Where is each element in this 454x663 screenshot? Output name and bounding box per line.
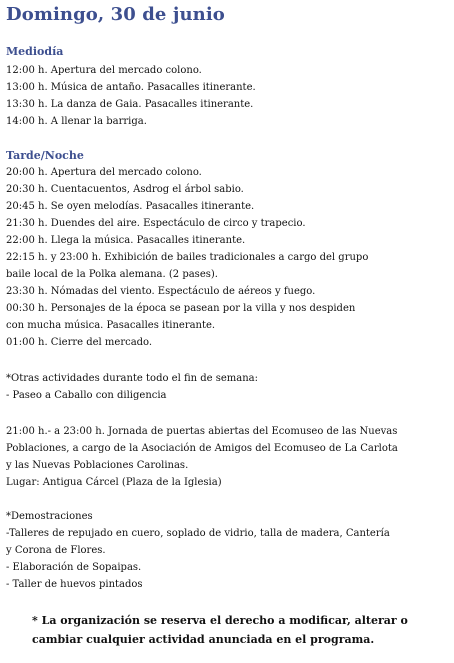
demonstrations-item: - Taller de huevos pintados — [6, 579, 143, 590]
schedule-line: 14:00 h. A llenar la barriga. — [6, 116, 147, 127]
schedule-line: baile local de la Polka alemana. (2 pases). — [6, 269, 218, 280]
schedule-line: 23:30 h. Nómadas del viento. Espectáculo de aéreos y fuego. — [6, 286, 316, 297]
schedule-line: 01:00 h. Cierre del mercado. — [6, 337, 153, 348]
page-title: Domingo, 30 de junio — [6, 4, 225, 25]
open-day-location: Lugar: Antigua Cárcel (Plaza de la Iglesia) — [6, 477, 222, 488]
open-day-line: 21:00 h.- a 23:00 h. Jornada de puertas abiertas del Ecomuseo de las Nuevas — [6, 426, 398, 437]
schedule-line: 20:30 h. Cuentacuentos, Asdrog el árbol sabio. — [6, 184, 244, 195]
demonstrations-item: y Corona de Flores. — [6, 545, 106, 556]
other-activities-heading: *Otras actividades durante todo el fin de semana: — [6, 373, 259, 384]
schedule-line: 12:00 h. Apertura del mercado colono. — [6, 65, 202, 76]
schedule-line: 22:00 h. Llega la música. Pasacalles itinerante. — [6, 235, 246, 246]
section-title-tarde-noche: Tarde/Noche — [6, 149, 84, 162]
other-activities-item: - Paseo a Caballo con diligencia — [6, 390, 167, 401]
open-day-line: y las Nuevas Poblaciones Carolinas. — [6, 460, 189, 471]
schedule-line: 13:30 h. La danza de Gaia. Pasacalles itinerante. — [6, 99, 254, 110]
section-title-mediodia: Mediodía — [6, 45, 64, 58]
demonstrations-item: -Talleres de repujado en cuero, soplado de vidrio, talla de madera, Cantería — [6, 528, 390, 539]
schedule-line: 21:30 h. Duendes del aire. Espectáculo de circo y trapecio. — [6, 218, 306, 229]
schedule-line: 13:00 h. Música de antaño. Pasacalles itinerante. — [6, 82, 256, 93]
demonstrations-heading: *Demostraciones — [6, 511, 93, 522]
demonstrations-item: - Elaboración de Sopaipas. — [6, 562, 142, 573]
disclaimer-line: * La organización se reserva el derecho a modificar, alterar o — [32, 614, 408, 627]
schedule-line: 00:30 h. Personajes de la época se pasean por la villa y nos despiden — [6, 303, 356, 314]
schedule-line: con mucha música. Pasacalles itinerante. — [6, 320, 216, 331]
disclaimer-line: cambiar cualquier actividad anunciada en el programa. — [32, 633, 375, 646]
schedule-line: 22:15 h. y 23:00 h. Exhibición de bailes tradicionales a cargo del grupo — [6, 252, 369, 263]
organization-disclaimer — [32, 611, 408, 649]
schedule-line: 20:00 h. Apertura del mercado colono. — [6, 167, 202, 178]
schedule-line: 20:45 h. Se oyen melodías. Pasacalles itinerante. — [6, 201, 255, 212]
open-day-line: Poblaciones, a cargo de la Asociación de Amigos del Ecomuseo de La Carlota — [6, 443, 398, 454]
